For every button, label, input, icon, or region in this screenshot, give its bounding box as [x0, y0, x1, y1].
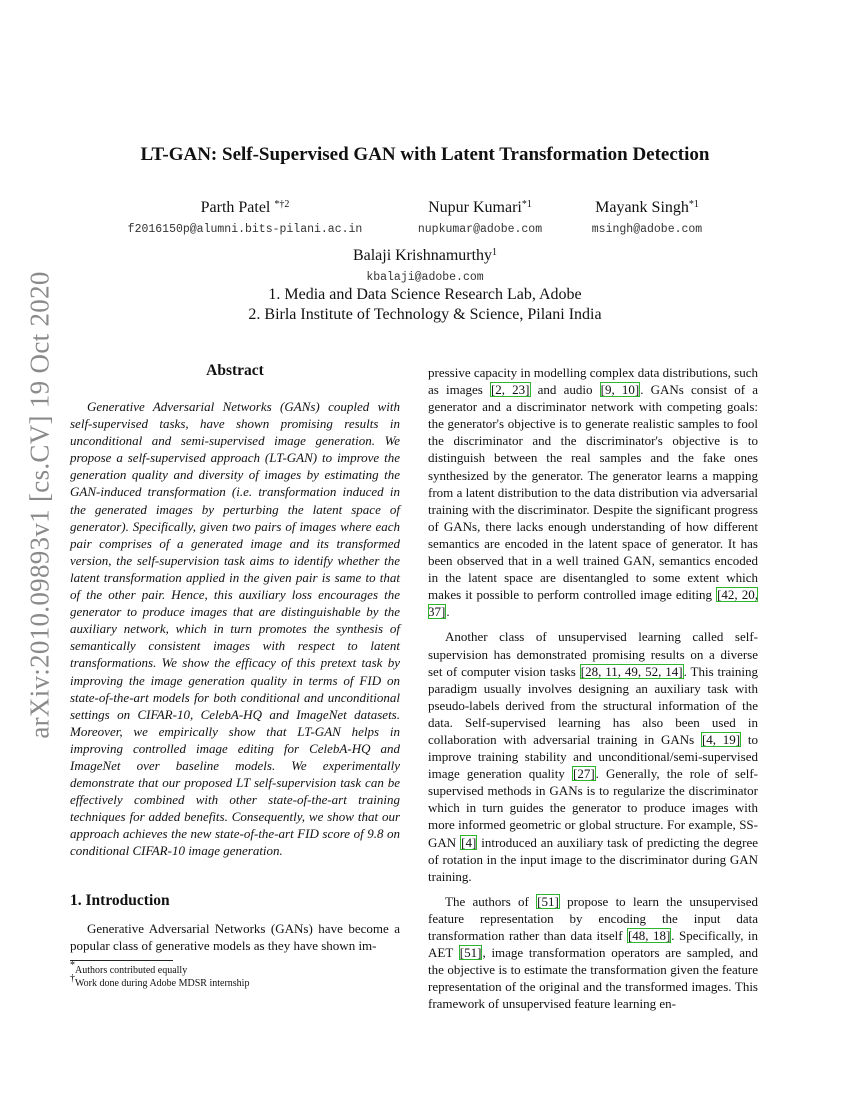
abstract-heading: Abstract — [206, 362, 264, 379]
citation-link[interactable]: [51] — [537, 893, 559, 909]
abstract-text: Generative Adversarial Networks (GANs) coupled with self-supervised tasks, have shown promising results in unconditional and semi-supervised image generation. We propose a self-supervised approach (LT-GAN) to improve the generation quality and diversity of images by estimating the GAN-induced transformation (i.e. transformation induced in the generated images by perturbing the latent space of generator). Specifically, given two pairs of images where each pair comprises of a generated image and its transformed version, the self-supervision task aims to identify whether the latent transformation applied in the given pair is same to that of the other pair. Hence, this auxiliary loss encourages the generator to produce images that are distinguishable by the auxiliary network, which in turn promotes the synthesis of semantically consistent images with respect to latent transformations. We show the efficacy of this pretext task by improving the image generation quality in terms of FID on state-of-the-art models for both conditional and unconditional settings on CIFAR-10, CelebA-HQ and ImageNet datasets. Moreover, we empirically show that LT-GAN helps in improving controlled image editing for CelebA-HQ and ImageNet over baseline models. We experimentally demonstrate that our proposed LT self-supervision task can be effectively combined with other state-of-the-art training techniques for added benefits. Consequently, we show that our approach achieves the new state-of-the-art FID score of 9.8 on conditional CIFAR-10 image generation. — [70, 399, 400, 859]
author-block — [572, 199, 722, 236]
author-email: f2016150p@alumni.bits-pilani.ac.in — [127, 223, 363, 236]
citation-link[interactable]: [51] — [459, 945, 482, 961]
author-name: Parth Patel — [200, 199, 271, 216]
footnote-text: Authors contributed equally — [75, 965, 188, 976]
citation-link[interactable]: [2, 23] — [490, 382, 530, 398]
citation-link[interactable]: [9, 10] — [600, 382, 640, 398]
author-name: Nupur Kumari — [428, 199, 522, 216]
intro-left-column — [70, 920, 400, 954]
citation-link[interactable]: [48, 18] — [627, 928, 671, 943]
footnote-rule — [70, 960, 173, 961]
author-name: Balaji Krishnamurthy — [352, 247, 493, 264]
author-marks: *1 — [688, 199, 699, 210]
intro-paragraph-continued: pressive capacity in modelling complex data distributions, such as images [2, 23] and audio [9, 10]. GANs consist of a generator and a discriminator network with competing goals: the generator's objective is to generate realistic samples to fool the discriminator and the discriminator's objective is to distinguish between the real samples and the fake ones synthesized by the generator. The generator learns a mapping from a latent distribution to the data distribution via adversarial training with the discriminator. Despite the significant progress of GANs, there lacks enough understanding of how different semantics are encoded in the latent space of generator. It has been observed that in a well trained GAN, semantics encoded in the latent space are disentangled to some extent which makes it possible to perform controlled image editing [42, 20, 37]. — [428, 365, 758, 620]
right-column — [428, 364, 758, 1012]
intro-paragraph: Generative Adversarial Networks (GANs) have become a popular class of generative models as they have shown im- — [70, 921, 400, 954]
intro-heading: 1. Introduction — [70, 892, 170, 909]
intro-paragraph: Another class of unsupervised learning called self-supervision has demonstrated promising results on a diverse set of computer vision tasks [28, 11, 49, 52, 14]. This training paradigm usually involves designing an auxiliary task with pseudo-labels derived from the structural information of the data. Self-supervised learning has also been used in collaboration with adversarial training in GANs [4, 19] to improve training stability and unconditional/semi-supervised image generation quality [27]. Generally, the role of self-supervised methods in GANs is to regularize the discriminator which in turn guides the generator to produce images with more informed geometric or global structure. For example, SS-GAN [4] introduced an auxiliary task of predicting the degree of rotation in the input image to the discriminator during GAN training. — [428, 629, 758, 884]
arxiv-sidebar-identifier — [20, 271, 60, 739]
citation-link[interactable]: [42, 20, 37] — [428, 587, 758, 620]
footnote-mark: † — [70, 973, 75, 984]
author-name: Mayank Singh — [595, 199, 689, 216]
citation-link[interactable]: [4, 19] — [701, 731, 741, 747]
footnote-text: Work done during Adobe MDSR internship — [75, 978, 250, 989]
abstract-body — [70, 398, 400, 860]
affiliation-2: 2. Birla Institute of Technology & Science, Pilani India — [248, 306, 602, 323]
footnote-1 — [70, 960, 188, 977]
author-email: kbalaji@adobe.com — [366, 271, 484, 284]
citation-link[interactable]: [28, 11, 49, 52, 14] — [580, 663, 683, 679]
citation-link[interactable]: [4] — [461, 834, 477, 850]
citation-link[interactable]: [27] — [572, 766, 595, 782]
intro-paragraph: The authors of [51] propose to learn the unsupervised feature representation by encoding the input data transformation rather than data itself [48, 18]. Specifically, in AET [51], image transformation operators are sampled, and the objective is to estimate the transformation given the feature representation of the original and the transformed images. This framework of unsupervised feature learning en- — [428, 893, 759, 1012]
author-block — [325, 247, 525, 284]
paper-title: LT-GAN: Self-Supervised GAN with Latent Transformation Detection — [140, 144, 710, 165]
author-marks: 1 — [492, 247, 498, 258]
author-email: nupkumar@adobe.com — [417, 223, 543, 236]
affiliation-1: 1. Media and Data Science Research Lab, Adobe — [268, 286, 582, 303]
author-block — [127, 199, 363, 236]
arxiv-id-text: arXiv:2010.09893v1 [cs.CV] 19 Oct 2020 — [24, 271, 55, 739]
author-email: msingh@adobe.com — [591, 223, 703, 236]
author-block — [405, 199, 555, 236]
footnote-2 — [70, 973, 250, 990]
author-marks: *1 — [521, 199, 532, 210]
author-marks: *†2 — [274, 199, 290, 210]
footnote-mark: * — [70, 960, 75, 971]
